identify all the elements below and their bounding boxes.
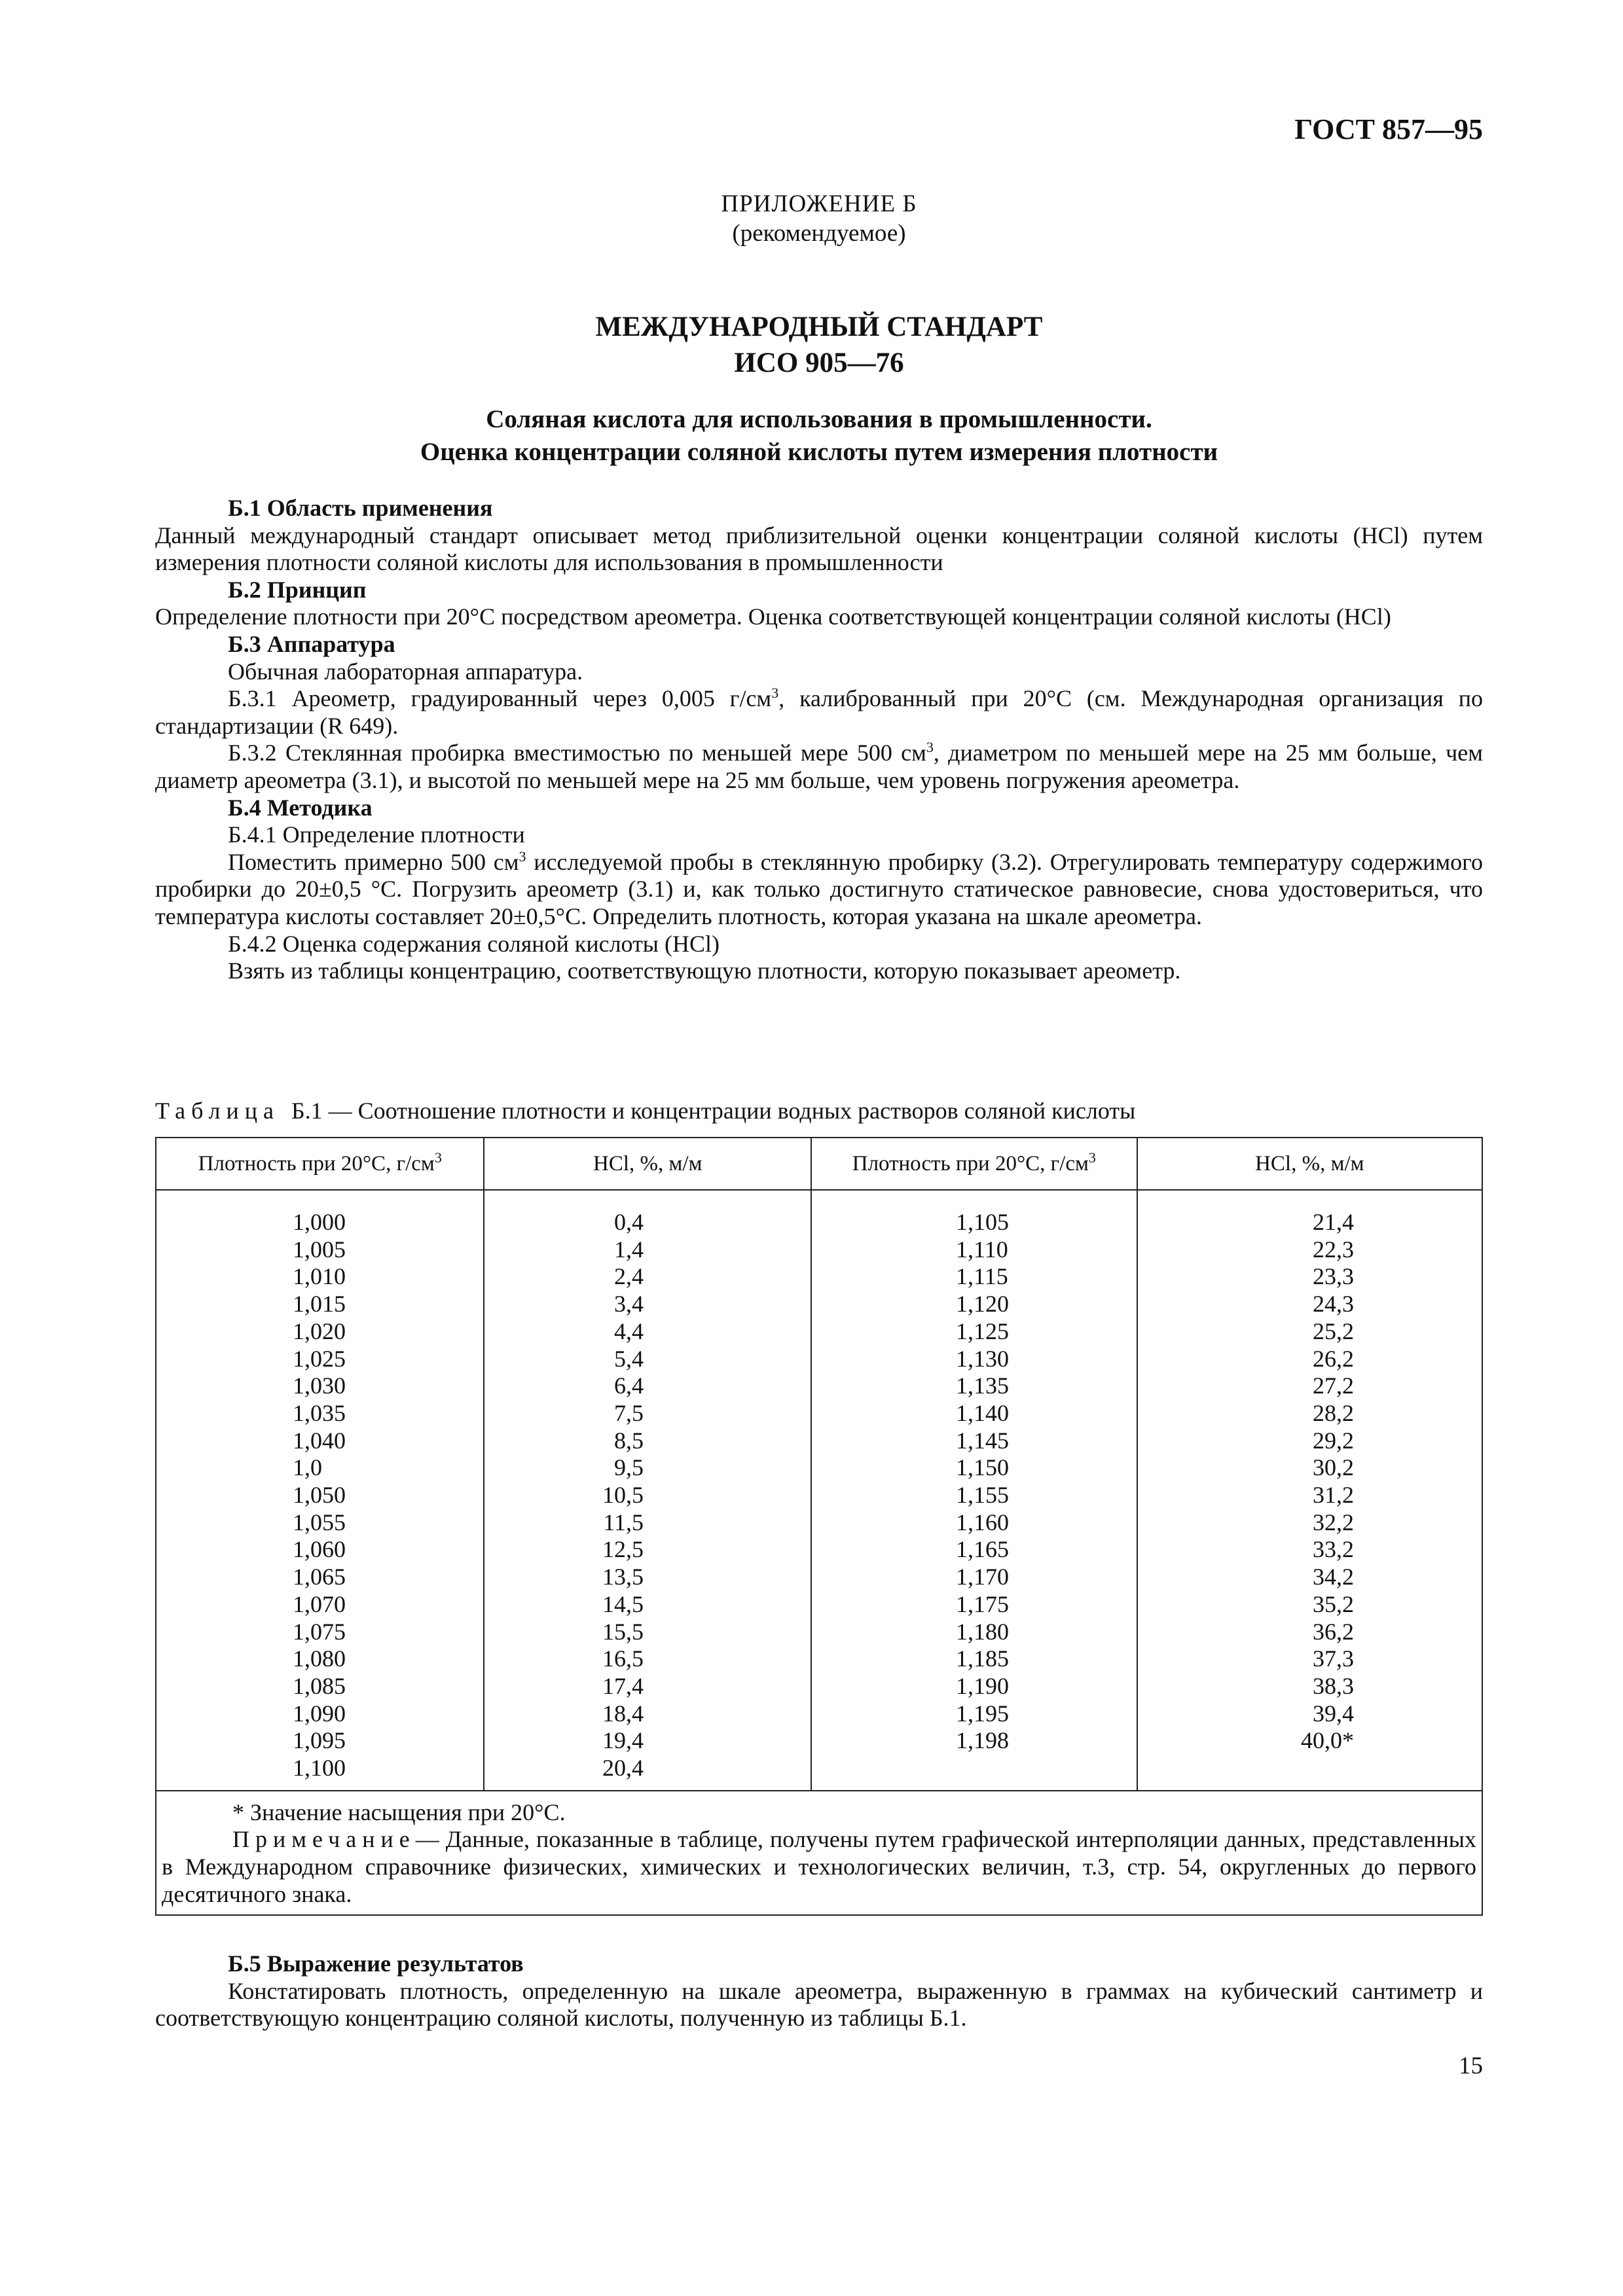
cell-density: 1,185	[956, 1645, 1010, 1672]
header-hcl-left: HCl, %, м/м	[484, 1138, 811, 1190]
section-b3-heading: Б.3 Аппаратура	[228, 630, 395, 657]
cell-density: 1,175	[956, 1590, 1010, 1617]
table-note: Примечание— Данные, показанные в таблице, получены путем графической интерполяции данных, представленных в Международном справочнике физических, химических и технологических величин, т.3, стр. 54, округленных до первого десятичного знака.	[162, 1826, 1476, 1907]
cell-density: 1,070	[293, 1590, 346, 1617]
cell-density: 1,170	[956, 1564, 1010, 1590]
cell-density: 1,080	[293, 1645, 346, 1672]
cell-hcl: 28,2	[1313, 1399, 1354, 1426]
section-b41-text: Поместить примерно 500 $см^3$ исследуемой пробы в стеклянную пробирку (3.2). Отрегулировать температуру содержимого пробирки до 20±0,5 °C. Погрузить ареометр (3.1) и, как только достигнуто статическое равновесие, снова удостовериться, что температура кислоты составляет 20±0,5°C. Определить плотность, которая указана на шкале ареометра.	[155, 848, 1483, 929]
cell-hcl: 25,2	[1313, 1318, 1354, 1344]
appendix-subtitle: (рекомендуемое)	[732, 220, 906, 247]
cell-hcl: 13,5	[602, 1564, 644, 1590]
cell-density: 1,020	[293, 1318, 346, 1344]
cell-hcl: 7,5	[614, 1399, 644, 1426]
section-b31-text: Б.3.1 Ареометр, градуированный через 0,005 $г/см^3$, калиброванный при 20°C (см. Международная организация по стандартизации (R 649).	[155, 685, 1483, 739]
cell-hcl: 35,2	[1313, 1590, 1354, 1617]
cell-density: 1,140	[956, 1399, 1010, 1426]
section-b2-text: Определение плотности при 20°C посредством ареометра. Оценка соответствующей концентрации соляной кислоты (HCl)	[155, 603, 1391, 630]
table-caption-label: Таблица	[155, 1098, 280, 1124]
cell-hcl: 39,4	[1313, 1700, 1354, 1727]
table-caption-text: Б.1 — Соотношение плотности и концентрации водных растворов соляной кислоты	[291, 1098, 1136, 1124]
cell-density: 1,150	[956, 1454, 1010, 1481]
section-b41-title: Б.4.1 Определение плотности	[228, 821, 525, 848]
cell-density: 1,060	[293, 1536, 346, 1563]
cell-hcl: 6,4	[614, 1372, 644, 1399]
cell-density: 1,198	[956, 1727, 1010, 1754]
cell-hcl: 14,5	[602, 1590, 644, 1617]
cell-hcl: 0,4	[614, 1209, 644, 1235]
cell-density: 1,050	[293, 1482, 346, 1509]
cell-hcl: 4,4	[614, 1318, 644, 1344]
column-density-right	[811, 1190, 1137, 1791]
main-body	[155, 495, 1483, 985]
cell-density: 1,030	[293, 1372, 346, 1399]
cell-hcl: 20,4	[602, 1755, 644, 1782]
cell-hcl: 26,2	[1313, 1345, 1354, 1372]
cell-density: 1,055	[293, 1509, 346, 1535]
cell-density: 1,090	[293, 1700, 346, 1727]
cell-hcl: 1,4	[614, 1236, 644, 1263]
gost-number: ГОСТ 857—95	[1294, 113, 1483, 145]
cell-hcl: 36,2	[1313, 1618, 1354, 1645]
cell-density: 1,095	[293, 1727, 346, 1754]
column-hcl-left	[484, 1190, 811, 1791]
cell-density: 1,145	[956, 1427, 1010, 1454]
cell-density: 1,035	[293, 1399, 346, 1426]
cell-hcl: 15,5	[602, 1618, 644, 1645]
cell-hcl: 5,4	[614, 1345, 644, 1372]
cell-density: 1,000	[293, 1209, 346, 1235]
cell-density: 1,075	[293, 1618, 346, 1645]
cell-density: 1,180	[956, 1618, 1010, 1645]
cell-hcl: 17,4	[602, 1672, 644, 1699]
cell-hcl: 32,2	[1313, 1509, 1354, 1535]
cell-hcl: 10,5	[602, 1482, 644, 1509]
cell-density: 1,135	[956, 1372, 1010, 1399]
cell-density: 1,005	[293, 1236, 346, 1263]
cell-hcl: 33,2	[1313, 1536, 1354, 1563]
cell-hcl: 12,5	[602, 1536, 644, 1563]
column-hcl-right	[1137, 1190, 1482, 1791]
document-title-line1: Соляная кислота для использования в промышленности.	[486, 405, 1152, 433]
cell-hcl: 21,4	[1313, 1209, 1354, 1235]
section-b4-heading: Б.4 Методика	[228, 794, 373, 821]
cell-hcl: 16,5	[602, 1645, 644, 1672]
cell-hcl: 38,3	[1313, 1672, 1354, 1699]
cell-density: 1,025	[293, 1345, 346, 1372]
section-b42-title: Б.4.2 Оценка содержания соляной кислоты (HCl)	[228, 930, 720, 957]
cell-density: 1,015	[293, 1291, 346, 1318]
cell-hcl: 30,2	[1313, 1454, 1354, 1481]
cell-density: 1,160	[956, 1509, 1010, 1535]
cell-hcl: 22,3	[1313, 1236, 1354, 1263]
cell-density: 1,010	[293, 1263, 346, 1290]
section-b1-heading: Б.1 Область применения	[228, 495, 493, 521]
density-table	[155, 1137, 1483, 1916]
section-b1-text: Данный международный стандарт описывает метод приблизительной оценки концентрации соляной кислоты (HCl) путем измерения плотности соляной кислоты для использования в промышленности	[155, 522, 1483, 576]
cell-density: 1,105	[956, 1209, 1010, 1235]
standard-number: ИСО 905—76	[734, 348, 904, 378]
table-caption	[155, 1097, 1135, 1124]
section-b32-text: Б.3.2 Стеклянная пробирка вместимостью по меньшей мере 500 $см^3$, диаметром по меньшей мере на 25 мм больше, чем диаметр ареометра (3.1), и высотой по меньшей мере на 25 мм больше, чем уровень погружения ареометра.	[155, 739, 1483, 793]
cell-hcl: 23,3	[1313, 1263, 1354, 1290]
header-hcl-right: HCl, %, м/м	[1137, 1138, 1482, 1190]
cell-hcl: 18,4	[602, 1700, 644, 1727]
section-b2-heading: Б.2 Принцип	[228, 576, 367, 603]
cell-density: 1,125	[956, 1318, 1010, 1344]
cell-hcl: 40,0*	[1301, 1727, 1354, 1754]
cell-hcl: 34,2	[1313, 1564, 1354, 1590]
section-b3-intro: Обычная лабораторная аппаратура.	[228, 658, 583, 685]
cell-density: 1,115	[956, 1263, 1008, 1290]
section-b5-text: Констатировать плотность, определенную на шкале ареометра, выраженную в граммах на кубический сантиметр и соответствующую концентрацию соляной кислоты, полученную из таблицы Б.1.	[155, 1977, 1483, 2032]
results-section	[155, 1950, 1483, 2032]
section-b5-heading: Б.5 Выражение результатов	[228, 1950, 524, 1977]
appendix-title: ПРИЛОЖЕНИЕ Б	[721, 190, 917, 217]
cell-hcl: 37,3	[1313, 1645, 1354, 1672]
cell-density: 1,190	[956, 1672, 1010, 1699]
cell-density: 1,120	[956, 1291, 1010, 1318]
cell-density: 1,040	[293, 1427, 346, 1454]
page-number: 15	[1459, 2053, 1483, 2079]
cell-hcl: 29,2	[1313, 1427, 1354, 1454]
cell-density: 1,100	[293, 1755, 346, 1782]
cell-hcl: 19,4	[602, 1727, 644, 1754]
cell-hcl: 31,2	[1313, 1482, 1354, 1509]
cell-hcl: 8,5	[614, 1427, 644, 1454]
cell-density: 1,130	[956, 1345, 1010, 1372]
cell-density: 1,195	[956, 1700, 1010, 1727]
header-density-right: Плотность при 20°C, $г/см^3$	[811, 1138, 1137, 1190]
header-density-left: Плотность при 20°C, $г/см^3$	[156, 1138, 484, 1190]
section-b42-text: Взять из таблицы концентрацию, соответствующую плотности, которую показывает ареометр.	[228, 958, 1181, 984]
cell-density: 1,165	[956, 1536, 1010, 1563]
cell-density: 1,065	[293, 1564, 346, 1590]
standard-title: МЕЖДУНАРОДНЫЙ СТАНДАРТ	[595, 312, 1043, 342]
cell-hcl: 9,5	[614, 1454, 644, 1481]
cell-density: 1,085	[293, 1672, 346, 1699]
cell-density: 1,155	[956, 1482, 1010, 1509]
cell-hcl: 2,4	[614, 1263, 644, 1290]
cell-hcl: 11,5	[603, 1509, 644, 1535]
table-notes	[156, 1791, 1482, 1915]
cell-hcl: 27,2	[1313, 1372, 1354, 1399]
cell-hcl: 3,4	[614, 1291, 644, 1318]
cell-density: 1,0	[293, 1454, 322, 1481]
table-footnote: * Значение насыщения при 20°C.	[232, 1799, 566, 1825]
cell-hcl: 24,3	[1313, 1291, 1354, 1318]
column-density-left	[156, 1190, 484, 1791]
cell-density: 1,110	[956, 1236, 1008, 1263]
document-title-line2: Оценка концентрации соляной кислоты путем измерения плотности	[420, 438, 1218, 466]
